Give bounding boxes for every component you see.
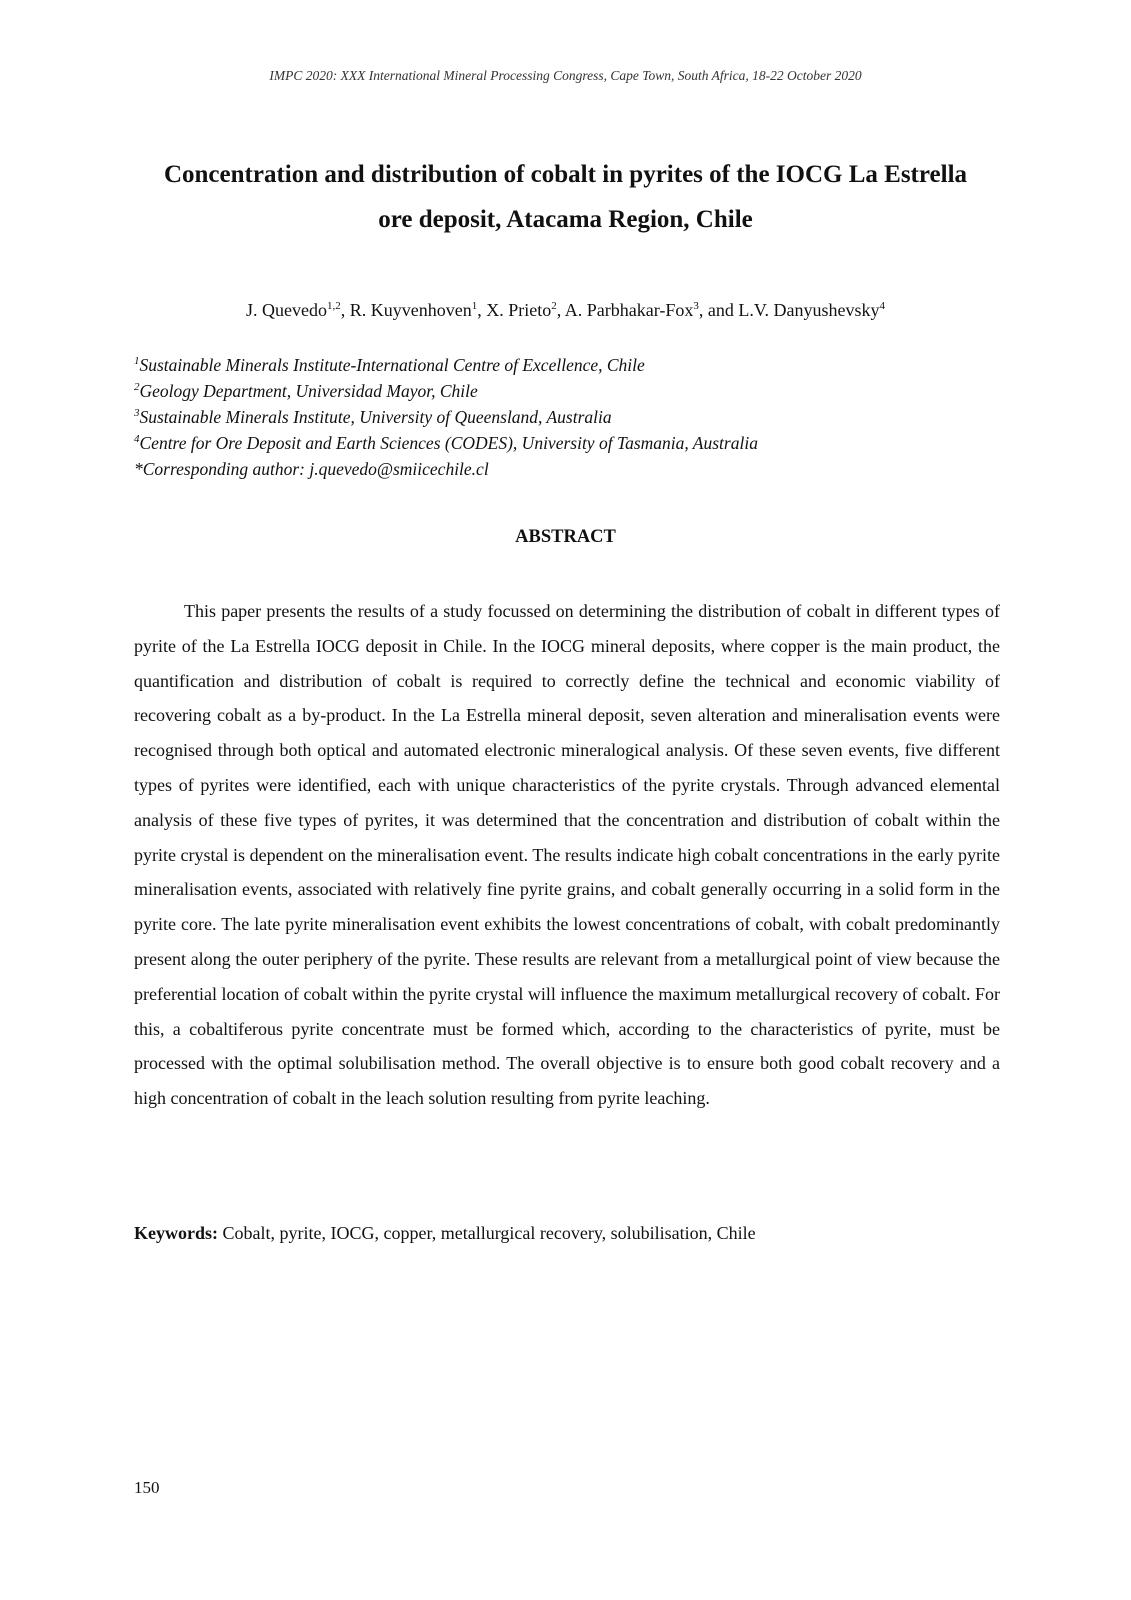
affiliation: $^3$Sustainable Minerals Institute, University of Queensland, Australia [134, 407, 612, 427]
abstract-text: This paper presents the results of a study focussed on determining the distribution of cobalt in different types of pyrite of the La Estrella IOCG deposit in Chile. In the IOCG mineral deposits, where copper is the main product, the quantification and distribution of cobalt is required to correctly define the technical and economic viability of recovering cobalt as a by-product. In the La Estrella mineral deposit, seven alteration and mineralisation events were recognised through both optical and automated electronic mineralogical analysis. Of these seven events, five different types of pyrites were identified, each with unique characteristics of the pyrite crystals. Through advanced elemental analysis of these five types of pyrites, it was determined that the concentration and distribution of cobalt within the pyrite crystal is dependent on the mineralisation event. The results indicate high cobalt concentrations in the early pyrite mineralisation events, associated with relatively fine pyrite grains, and cobalt generally occurring in a solid form in the pyrite core. The late pyrite mineralisation event exhibits the lowest concentrations of cobalt, with cobalt predominantly present along the outer periphery of the pyrite. These results are relevant from a metallurgical point of view because the preferential location of cobalt within the pyrite crystal will influence the maximum metallurgical recovery of cobalt. For this, a cobaltiferous pyrite concentrate must be formed which, according to the characteristics of pyrite, must be processed with the optimal solubilisation method. The overall objective is to ensure both good cobalt recovery and a high concentration of cobalt in the leach solution resulting from pyrite leaching. [134, 601, 1000, 1109]
abstract-heading: ABSTRACT [515, 527, 616, 547]
author: A. Parbhakar-Fox$^3$, and [564, 300, 739, 320]
affiliation: $^1$Sustainable Minerals Institute-International Centre of Excellence, Chile [134, 355, 645, 375]
author: J. Quevedo$^{1,2}$, [245, 300, 350, 320]
keywords [134, 1223, 1000, 1244]
corresponding-author: *Corresponding author: j.quevedo@smiicechile.cl [134, 459, 489, 479]
title-line-1: Concentration and distribution of cobalt in pyrites of the IOCG La Estrella [163, 161, 968, 188]
keywords-text: Cobalt, pyrite, IOCG, copper, metallurgical recovery, solubilisation, Chile [218, 1223, 756, 1243]
affiliation: $^4$Centre for Ore Deposit and Earth Sciences (CODES), University of Tasmania, Australia [134, 433, 758, 453]
author-list [0, 300, 1131, 321]
affiliation: $^2$Geology Department, Universidad Mayor, Chile [134, 381, 478, 401]
paper-title [120, 152, 1011, 242]
running-header: IMPC 2020: XXX International Mineral Processing Congress, Cape Town, South Africa, 18-22 October 2020 [269, 68, 862, 83]
author: X. Prieto$^2$, [486, 300, 565, 320]
author: R. Kuyvenhoven$^1$, [349, 300, 487, 320]
author: L.V. Danyushevsky$^4$ [738, 300, 886, 320]
keywords-label: Keywords: [134, 1223, 218, 1243]
affiliations [134, 352, 1004, 482]
title-line-2: ore deposit, Atacama Region, Chile [378, 206, 753, 233]
page-number: 150 [134, 1478, 160, 1497]
